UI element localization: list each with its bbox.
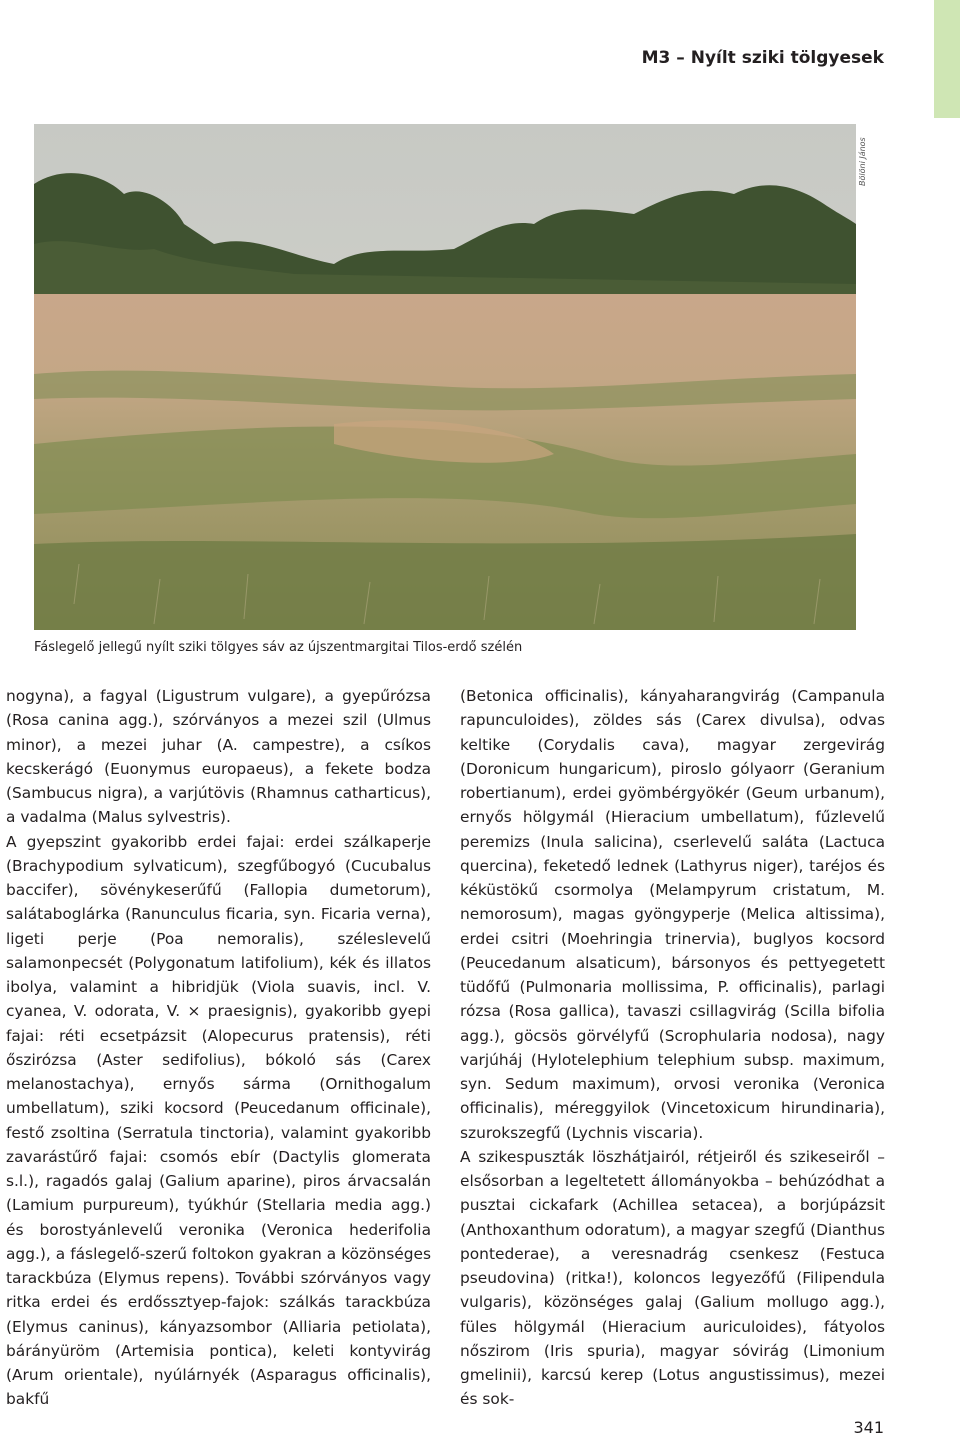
- left-column: [6, 684, 431, 1412]
- chapter-tab: [934, 0, 960, 118]
- running-head: M3 – Nyílt sziki tölgyesek: [641, 48, 884, 68]
- page-number: 341: [853, 1418, 884, 1437]
- paragraph: nogyna), a fagyal (Ligustrum vulgare), a gyepűrózsa (Rosa canina agg.), szórványos a mezei szil (Ulmus minor), a mezei juhar (A. campestre), a csíkos kecskerágó (Euonymus europaeus), a fekete bodza (Sambucus nigra), a varjútövis (Rhamnus catharticus), a vadalma (Malus sylvestris).: [6, 687, 431, 827]
- landscape-photo-illustration: [34, 124, 856, 630]
- photo-credit: Bölöni János: [858, 137, 867, 186]
- right-column: [460, 684, 885, 1412]
- paragraph: A gyepszint gyakoribb erdei fajai: erdei szálkaperje (Brachypodium sylvaticum), szegfűbogyó (Cucubalus baccifer), sövénykeserűfű (Fallopia dumetorum), salátaboglárka (Ranunculus ficaria, syn. Ficaria verna), ligeti perje (Poa nemoralis), széleslevelű salamonpecsét (Polygonatum latifolium), kék és illatos ibolya, valamint a hibridjük (Viola suavis, incl. V. cyanea, V. odorata, V. × praesignis), gyakoribb gyepi fajai: réti ecsetpázsit (Alopecurus pratensis), réti őszirózsa (Aster sedifolius), bókoló sás (Carex melanostachya), ernyős sárma (Ornithogalum umbellatum), sziki kocsord (Peucedanum officinale), festő zsoltina (Serratula tinctoria), valamint gyakoribb zavarástűrő fajai: csomós ebír (Dactylis glomerata s.l.), ragadós galaj (Galium aparine), piros árvacsalán (Lamium purpureum), tyúkhúr (Stellaria media agg.) és borostyánlevelű veronika (Veronica hederifolia agg.), a fáslegelő-szerű foltokon gyakran a közönséges tarackbúza (Elymus repens). További szórványos vagy ritka erdei és erdőssztyep-fajok: szálkás tarackbúza (Elymus caninus), kányazsombor (Alliaria petiolata), bárányüröm (Artemisia pontica), keleti kontyvirág (Arum orientale), nyúlárnyék (Asparagus officinalis), bakfű: [6, 832, 431, 1409]
- landscape-photo: [34, 124, 856, 630]
- paragraph: A szikespuszták löszhátjairól, rétjeiről és szikeseiről – elsősorban a legeltetett állományokba – behúzódhat a pusztai cickafark (Achillea setacea), a borjúpázsit (Anthoxanthum odoratum), a magyar szegfű (Dianthus pontederae), a veresnadrág csenkesz (Festuca pseudovina) (ritka!), koloncos legyezőfű (Filipendula vulgaris), közönséges galaj (Galium mollugo agg.), füles hölgymál (Hieracium auriculoides), fátyolos nőszirom (Iris spuria), magyar sóvirág (Limonium gmelinii), karcsú kerep (Lotus angustissimus), mezei és sok-: [460, 1147, 885, 1409]
- paragraph: (Betonica officinalis), kányaharangvirág (Campanula rapunculoides), zöldes sás (Carex divulsa), odvas keltike (Corydalis cava), magyar zergevirág (Doronicum hungaricum), piroslo gólyaorr (Geranium robertianum), erdei gyömbérgyökér (Geum urbanum), ernyős hölgymál (Hieracium umbellatum), fűzlevelű peremizs (Inula salicina), cserlevelű saláta (Lactuca quercina), feketedő lednek (Lathyrus niger), taréjos és kéküstökű csormolya (Melampyrum cristatum, M. nemorosum), magas gyöngyperje (Melica altissima), erdei csitri (Moehringia trinervia), buglyos kocsord (Peucedanum alsaticum), bársonyos és pettyegetett tüdőfű (Pulmonaria mollissima, P. officinalis), parlagi rózsa (Rosa gallica), tavaszi csillagvirág (Scilla bifolia agg.), göcsös görvélyfű (Scrophularia nodosa), nagy varjúháj (Hylotelephium telephium subsp. maximum, syn. Sedum maximum), orvosi veronika (Veronica officinalis), méreggyilok (Vincetoxicum hirundinaria), szurokszegfű (Lychnis viscaria).: [460, 687, 885, 1142]
- photo-caption: Fáslegelő jellegű nyílt sziki tölgyes sáv az újszentmargitai Tilos-erdő szélén: [34, 640, 523, 655]
